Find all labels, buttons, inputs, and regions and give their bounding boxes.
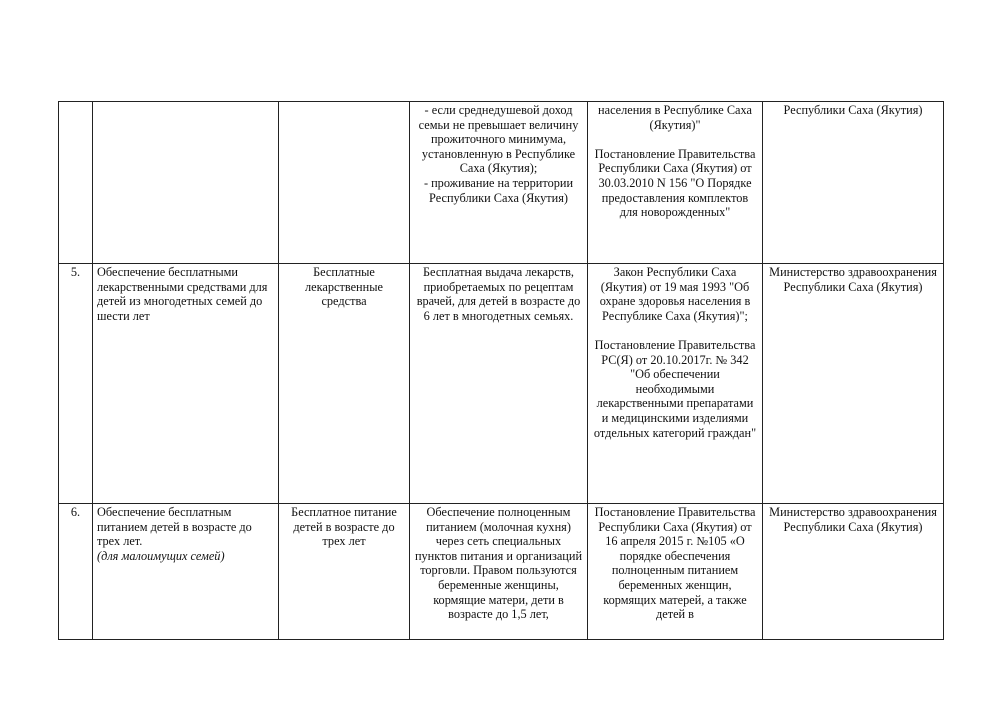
authority-cell: Министерство здравоохранения Республики Саха (Якутия) bbox=[763, 504, 944, 640]
measure-note: (для малоимущих семей) bbox=[97, 548, 225, 563]
measure-cell bbox=[93, 102, 279, 264]
legal-basis-cell: Постановление Правительства Республики Саха (Якутия) от 16 апреля 2015 г. №105 «О порядке обеспечения полноценным питанием беременных женщин, кормящих матерей, а также детей в bbox=[588, 504, 763, 640]
table-row-5 bbox=[59, 264, 944, 504]
row-number-cell: 5. bbox=[59, 264, 93, 504]
legal-basis-part: Закон Республики Саха (Якутия) от 19 мая 1993 "Об охране здоровья населения в Республике Саха (Якутия)"; bbox=[599, 265, 751, 323]
legal-basis-cell bbox=[588, 264, 763, 504]
legal-basis-part: Постановление Правительства РС(Я) от 20.10.2017г. № 342 "Об обеспечении необходимыми лекарственными препаратами и медицинскими изделиями отдельных категорий граждан" bbox=[593, 337, 757, 440]
legal-basis-part: Постановление Правительства Республики Саха (Якутия) от 30.03.2010 N 156 "О Порядке предоставления комплектов для новорожденных" bbox=[594, 146, 756, 220]
description-cell: Бесплатная выдача лекарств, приобретаемых по рецептам врачей, для детей в возрасте до 6 лет в многодетных семьях. bbox=[410, 264, 588, 504]
legal-basis-part: населения в Республике Саха (Якутия)" bbox=[598, 103, 752, 132]
condition-line-income: - если среднедушевой доход семьи не превышает величину прожиточного минимума, установленную в Республике Саха (Якутия); bbox=[418, 103, 579, 176]
benefits-table bbox=[58, 101, 944, 640]
type-cell: Бесплатное питание детей в возрасте до трех лет bbox=[279, 504, 410, 640]
row-number-cell: 6. bbox=[59, 504, 93, 640]
authority-cell: Республики Саха (Якутия) bbox=[763, 102, 944, 264]
condition-line-residence: - проживание на территории Республики Саха (Якутия) bbox=[423, 175, 574, 205]
authority-cell: Министерство здравоохранения Республики Саха (Якутия) bbox=[763, 264, 944, 504]
type-cell: Бесплатные лекарственные средства bbox=[279, 264, 410, 504]
legal-basis-cell bbox=[588, 102, 763, 264]
measure-text: Обеспечение бесплатным питанием детей в возрасте до трех лет. bbox=[97, 505, 252, 549]
description-cell bbox=[410, 102, 588, 264]
description-cell: Обеспечение полноценным питанием (молочная кухня) через сеть специальных пунктов питания и организаций торговли. Правом пользуются беременные женщины, кормящие матери, дети в возрасте до 1,5 лет, bbox=[410, 504, 588, 640]
measure-cell: Обеспечение бесплатными лекарственными средствами для детей из многодетных семей до шести лет bbox=[93, 264, 279, 504]
row-number-cell bbox=[59, 102, 93, 264]
table-row-continuation bbox=[59, 102, 944, 264]
type-cell bbox=[279, 102, 410, 264]
measure-cell bbox=[93, 504, 279, 640]
table-row-6 bbox=[59, 504, 944, 640]
